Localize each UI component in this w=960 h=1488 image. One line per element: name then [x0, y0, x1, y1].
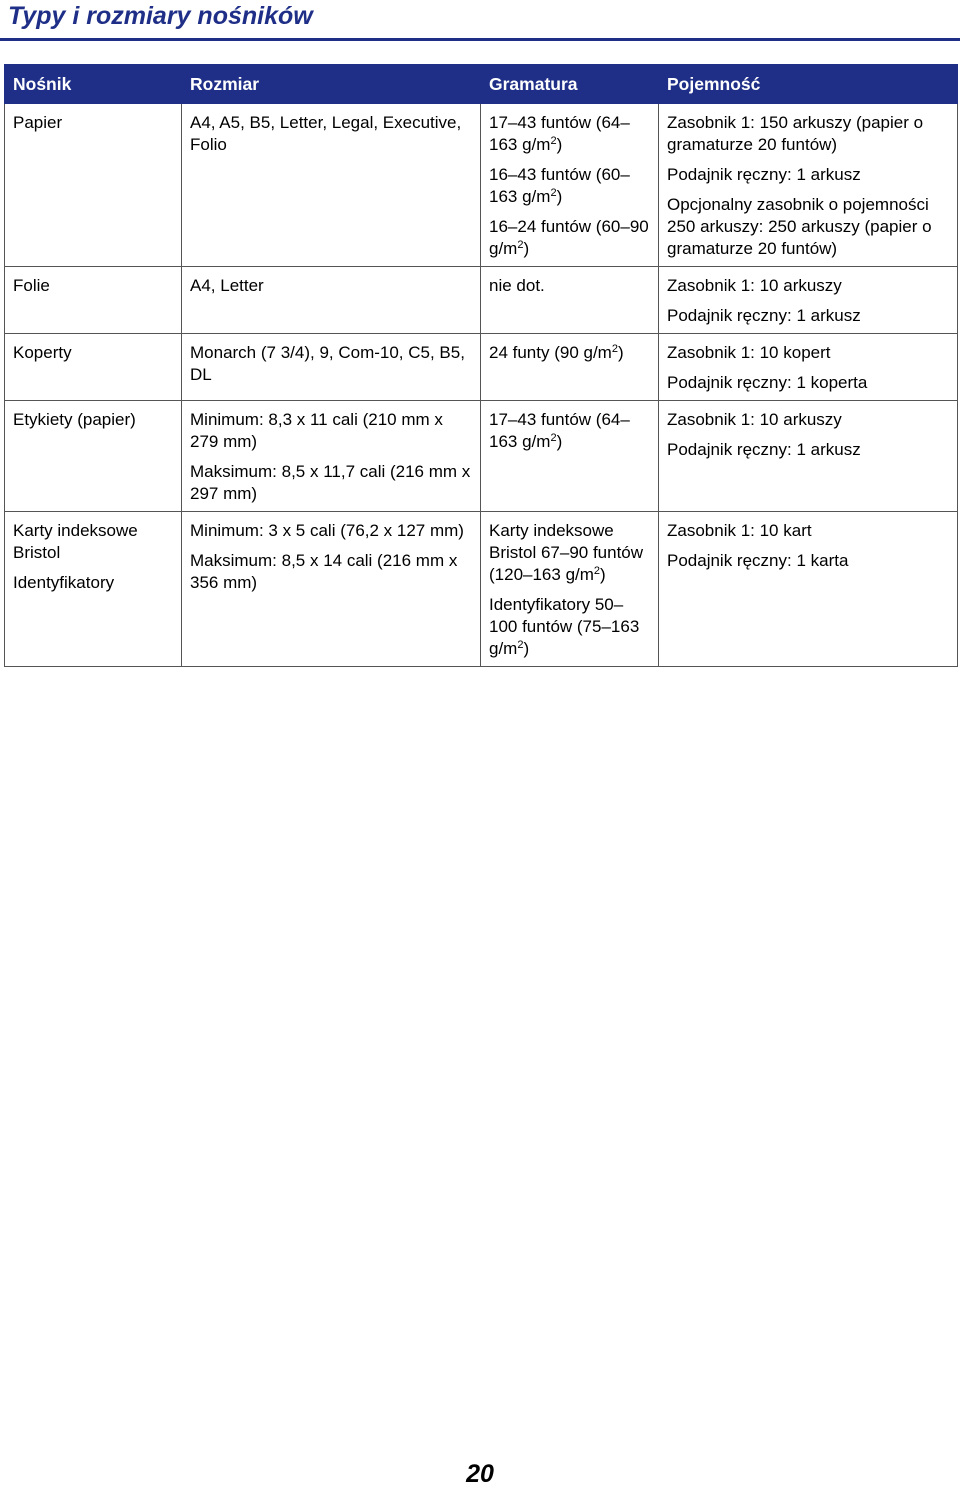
size-cell-line: Minimum: 3 x 5 cali (76,2 x 127 mm)	[190, 521, 464, 540]
title-divider	[0, 38, 960, 41]
weight-text-end: )	[556, 135, 563, 154]
weight-cell	[481, 104, 659, 267]
weight-text-end: )	[556, 432, 563, 451]
size-cell	[182, 104, 481, 267]
capacity-cell	[659, 267, 958, 334]
size-cell-line: A4, A5, B5, Letter, Legal, Executive, Folio	[190, 113, 462, 154]
weight-text: 24 funty (90 g/m	[489, 343, 612, 362]
unit-exponent: 2	[517, 639, 524, 651]
weight-text-end: )	[617, 343, 624, 362]
medium-cell	[5, 512, 182, 667]
weight-text: nie dot.	[489, 276, 545, 295]
size-cell	[182, 512, 481, 667]
weight-text: 16–43 funtów (60–163 g/m	[489, 165, 630, 206]
size-cell-line: Minimum: 8,3 x 11 cali (210 mm x 279 mm)	[190, 410, 443, 451]
weight-cell	[481, 512, 659, 667]
weight-text: Karty indeksowe Bristol 67–90 funtów (120–163 g/m	[489, 521, 644, 584]
weight-text: 17–43 funtów (64–163 g/m	[489, 410, 630, 451]
table-row	[5, 512, 958, 667]
table-row	[5, 267, 958, 334]
size-cell	[182, 334, 481, 401]
capacity-cell-line: Opcjonalny zasobnik o pojemności 250 arkuszy: 250 arkuszy (papier o gramaturze 20 funtów)	[667, 195, 932, 258]
weight-text-end: )	[600, 565, 606, 584]
medium-cell	[5, 334, 182, 401]
size-cell-line: A4, Letter	[190, 276, 264, 295]
weight-line	[489, 275, 650, 297]
capacity-cell-line: Zasobnik 1: 10 kart	[667, 521, 812, 540]
table-row	[5, 104, 958, 267]
size-cell-line: Maksimum: 8,5 x 14 cali (216 mm x 356 mm)	[190, 551, 458, 592]
size-cell-line: Maksimum: 8,5 x 11,7 cali (216 mm x 297 mm)	[190, 462, 471, 503]
weight-text-end: )	[523, 239, 530, 258]
weight-line	[489, 112, 650, 156]
header-size: Rozmiar	[182, 65, 481, 104]
unit-exponent: 2	[517, 239, 524, 251]
medium-cell-line: Karty indeksowe Bristol	[13, 521, 138, 562]
weight-cell	[481, 267, 659, 334]
capacity-cell	[659, 512, 958, 667]
weight-text-end: )	[523, 639, 530, 658]
capacity-cell-line: Zasobnik 1: 10 arkuszy	[667, 410, 842, 429]
capacity-cell	[659, 401, 958, 512]
media-types-table	[4, 64, 958, 667]
header-medium: Nośnik	[5, 65, 182, 104]
weight-cell	[481, 334, 659, 401]
weight-line	[489, 520, 650, 586]
weight-line	[489, 342, 650, 364]
unit-exponent: 2	[550, 187, 557, 199]
capacity-cell-line: Podajnik ręczny: 1 arkusz	[667, 165, 861, 184]
unit-exponent: 2	[550, 135, 557, 147]
page-number: 20	[466, 1460, 494, 1488]
capacity-cell	[659, 104, 958, 267]
unit-exponent: 2	[611, 343, 618, 355]
medium-cell	[5, 104, 182, 267]
medium-cell-line: Identyfikatory	[13, 573, 115, 592]
table-row	[5, 334, 958, 401]
table-body	[5, 104, 958, 667]
medium-cell-line: Folie	[13, 276, 50, 295]
medium-cell	[5, 267, 182, 334]
capacity-cell-line: Zasobnik 1: 10 arkuszy	[667, 276, 842, 295]
capacity-cell-line: Podajnik ręczny: 1 arkusz	[667, 440, 861, 459]
table-row	[5, 401, 958, 512]
weight-text: 17–43 funtów (64–163 g/m	[489, 113, 630, 154]
header-capacity: Pojemność	[659, 65, 958, 104]
capacity-cell-line: Zasobnik 1: 150 arkuszy (papier o gramaturze 20 funtów)	[667, 113, 924, 154]
medium-cell-line: Papier	[13, 113, 63, 132]
size-cell	[182, 267, 481, 334]
page-title: Typy i rozmiary nośników	[8, 2, 313, 30]
capacity-cell	[659, 334, 958, 401]
medium-cell-line: Etykiety (papier)	[13, 410, 136, 429]
capacity-cell-line: Podajnik ręczny: 1 karta	[667, 551, 849, 570]
size-cell	[182, 401, 481, 512]
weight-text: Identyfikatory 50–100 funtów (75–163 g/m	[489, 595, 640, 658]
capacity-cell-line: Podajnik ręczny: 1 arkusz	[667, 306, 861, 325]
size-cell-line: Monarch (7 3/4), 9, Com-10, C5, B5, DL	[190, 343, 465, 384]
weight-line	[489, 164, 650, 208]
weight-cell	[481, 401, 659, 512]
weight-line	[489, 216, 650, 260]
medium-cell-line: Koperty	[13, 343, 72, 362]
capacity-cell-line: Zasobnik 1: 10 kopert	[667, 343, 831, 362]
capacity-cell-line: Podajnik ręczny: 1 koperta	[667, 373, 868, 392]
weight-text: 16–24 funtów (60–90 g/m	[489, 217, 649, 258]
weight-line	[489, 409, 650, 453]
unit-exponent: 2	[593, 565, 601, 577]
weight-line	[489, 594, 650, 660]
medium-cell	[5, 401, 182, 512]
header-weight: Gramatura	[481, 65, 659, 104]
table-header-row	[5, 65, 958, 104]
unit-exponent: 2	[550, 432, 557, 444]
weight-text-end: )	[556, 187, 563, 206]
